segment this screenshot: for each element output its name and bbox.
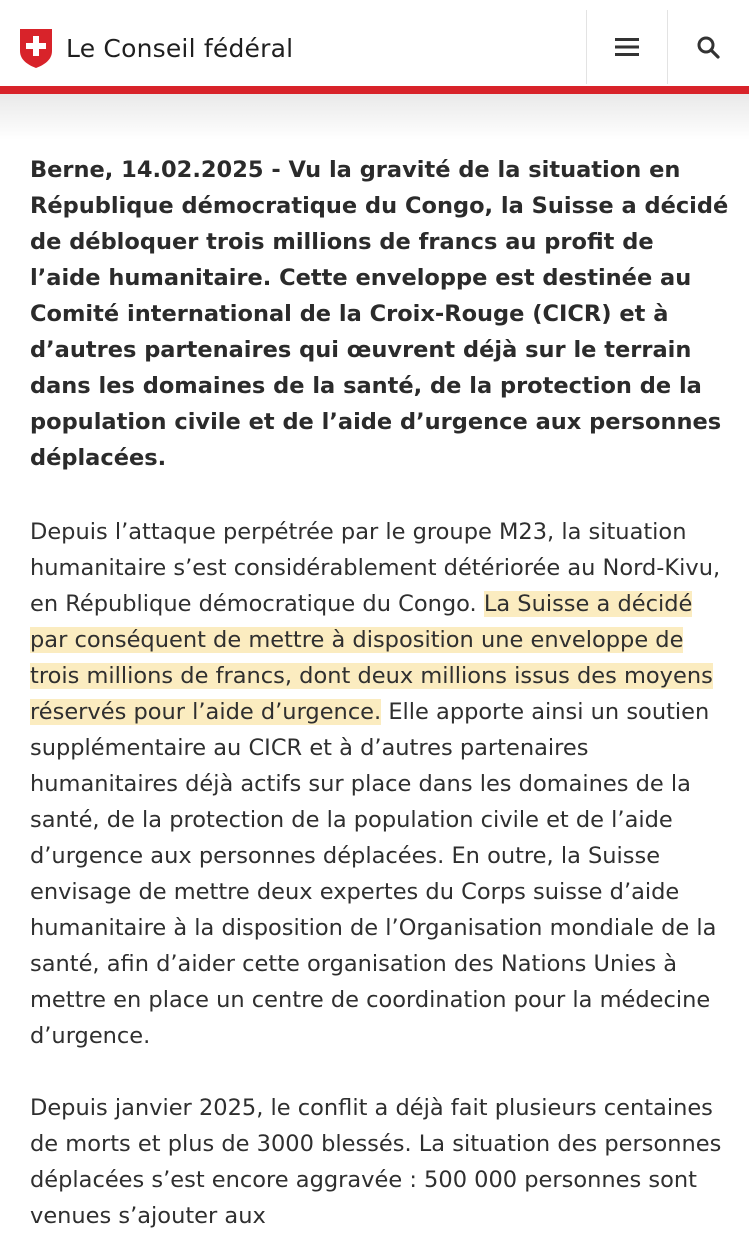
highlighted-text: La Suisse a décidé par conséquent de mettre à disposition une enveloppe de trois millions de francs, dont deux millions issus des moyens réservés pour l’aide d’urgence. [30,591,713,725]
brand-logo-link[interactable] [18,26,293,70]
article-paragraph: Depuis janvier 2025, le conflit a déjà fait plusieurs centaines de morts et plus de 3000 blessés. La situation des personnes déplacées s’est encore aggravée : 500 000 personnes sont venues s’ajouter aux [30,1095,722,1229]
article-body [30,152,730,1234]
search-icon [696,35,720,59]
site-title: Le Conseil fédéral [66,33,294,63]
paragraph-text: Elle apporte ainsi un soutien supplémentaire au CICR et à d’autres partenaires humanitaires déjà actifs sur place dans les domaines de la santé, de la protection de la population civile et de l’aide d’urgence aux personnes déplacées. En outre, la Suisse envisage de mettre deux expertes du Corps suisse d’aide humanitaire à la disposition de l’Organisation mondiale de la santé, afin d’aider cette organisation des Nations Unies à mettre en place un centre de coordination pour la médecine d’urgence. [30,699,717,1049]
hamburger-menu-icon [615,37,639,57]
paragraph-text: Depuis l’attaque perpétrée par le groupe M23, la situation humanitaire s’est considérablement détériorée au Nord-Kivu, en République démocratique du Congo. [30,519,721,617]
search-button[interactable] [667,10,748,84]
article-paragraph [30,514,730,1054]
header-accent-bar [0,86,749,94]
swiss-flag-icon [18,27,54,69]
menu-button[interactable] [586,10,667,84]
site-header [0,0,749,87]
article-lead: Berne, 14.02.2025 - Vu la gravité de la situation en République démocratique du Congo, la Suisse a décidé de débloquer trois millions de francs au profit de l’aide humanitaire. Cette enveloppe est destinée au Comité international de la Croix-Rouge (CICR) et à d’autres partenaires qui œuvrent déjà sur le terrain dans les domaines de la santé, de la protection de la population civile et de l’aide d’urgence aux personnes déplacées. [30,157,729,471]
header-shadow [0,94,749,140]
